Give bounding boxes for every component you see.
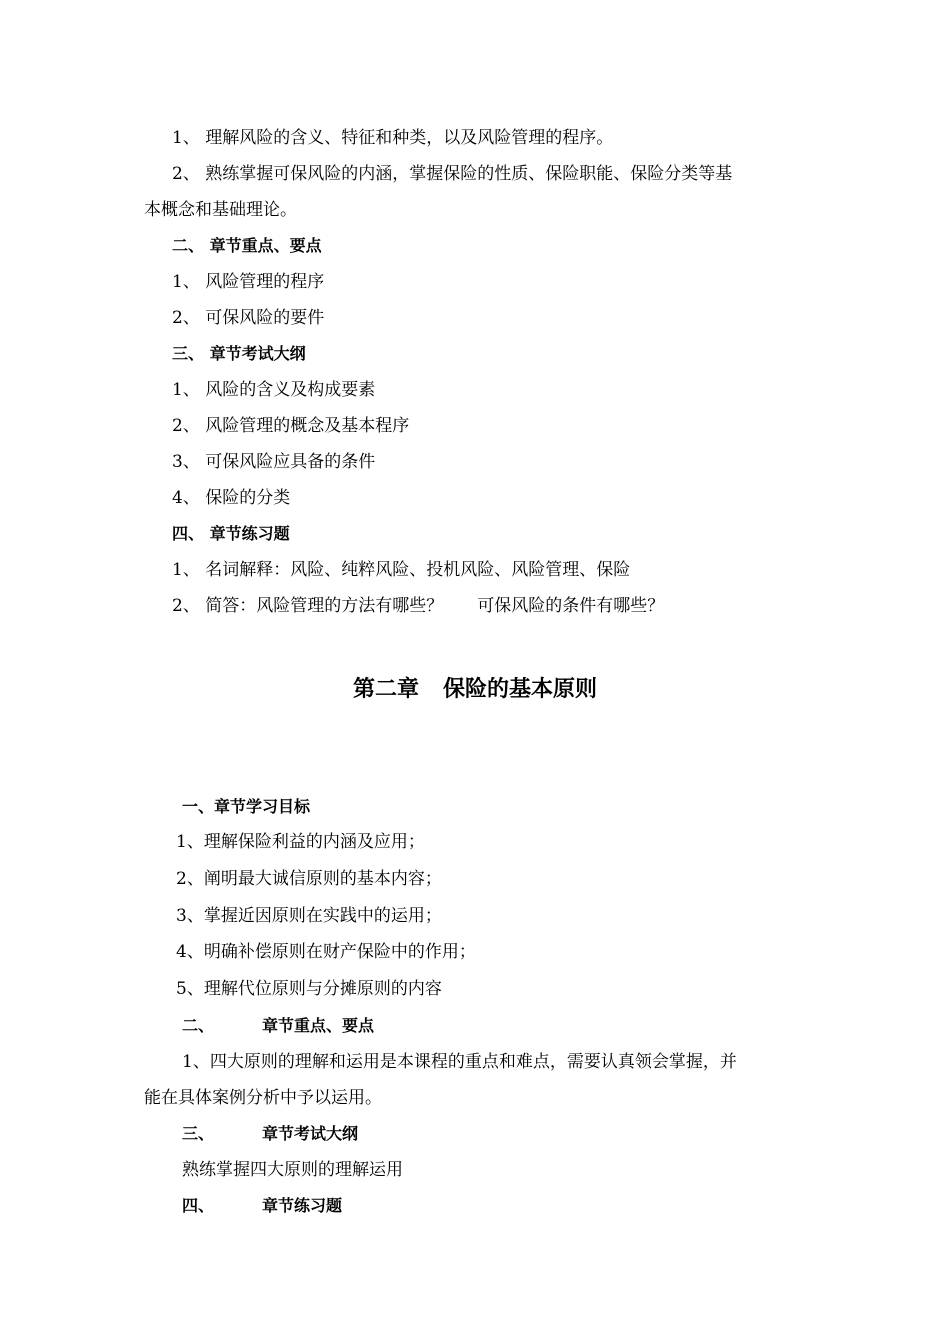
ch1-exercise-2 [172,594,664,618]
chapter-title [0,674,950,706]
ch2-key-points-heading [182,1014,374,1038]
ch2-exercises-heading [182,1194,342,1218]
ch2-objective-4: 4、明确补偿原则在财产保险中的作用； [176,942,476,962]
chapter-number: 第二章 [352,677,419,702]
ch1-exercise-1: 1、 名词解释：风险、纯粹风险、投机风险、风险管理、保险 [172,560,631,580]
ch1-objective-2-cont: 本概念和基础理论。 [144,200,297,220]
ch1-exam-item-3: 3、 可保风险应具备的条件 [172,452,376,472]
ch2-objective-5: 5、理解代位原则与分摊原则的内容 [176,979,442,999]
ch2-objectives-heading: 一、章节学习目标 [182,797,311,816]
ch1-key-point-2: 2、 可保风险的要件 [172,308,325,328]
ch2-objective-3: 3、掌握近因原则在实践中的运用； [176,906,442,926]
ch2-exam-outline-text: 章节考试大纲 [262,1124,359,1143]
ch1-objective-1: 1、 理解风险的含义、特征和种类，以及风险管理的程序。 [172,128,614,148]
ch2-key-points-text: 章节重点、要点 [262,1016,375,1035]
ch2-objective-1: 1、理解保险利益的内涵及应用； [176,832,425,852]
ch1-exam-item-1: 1、 风险的含义及构成要素 [172,380,376,400]
ch1-exercise-2-part-2: 可保风险的条件有哪些？ [477,596,665,616]
ch1-key-point-1: 1、 风险管理的程序 [172,272,325,292]
ch2-exam-item-1: 熟练掌握四大原则的理解运用 [182,1160,403,1180]
ch1-key-points-heading: 二、 章节重点、要点 [172,236,322,255]
ch2-key-point-1: 1、四大原则的理解和运用是本课程的重点和难点，需要认真领会掌握，并 [182,1052,737,1072]
ch1-exam-outline-heading: 三、 章节考试大纲 [172,344,306,363]
ch1-objective-2: 2、 熟练掌握可保风险的内涵，掌握保险的性质、保险职能、保险分类等基 [172,164,733,184]
ch2-key-point-1-cont: 能在具体案例分析中予以运用。 [144,1088,382,1108]
ch1-exam-item-2: 2、 风险管理的概念及基本程序 [172,416,410,436]
ch2-key-points-num: 二、 [182,1016,215,1035]
ch2-exam-outline-heading [182,1122,358,1146]
ch2-objective-2: 2、阐明最大诚信原则的基本内容； [176,869,442,889]
ch1-exam-item-4: 4、 保险的分类 [172,488,291,508]
ch2-exercises-num: 四、 [182,1196,215,1215]
ch1-exercise-2-part-1: 2、 简答：风险管理的方法有哪些？ [172,596,444,616]
chapter-name: 保险的基本原则 [443,677,598,702]
ch2-exam-outline-num: 三、 [182,1124,215,1143]
ch2-exercises-text: 章节练习题 [262,1196,343,1215]
ch1-exercises-heading: 四、 章节练习题 [172,524,290,543]
